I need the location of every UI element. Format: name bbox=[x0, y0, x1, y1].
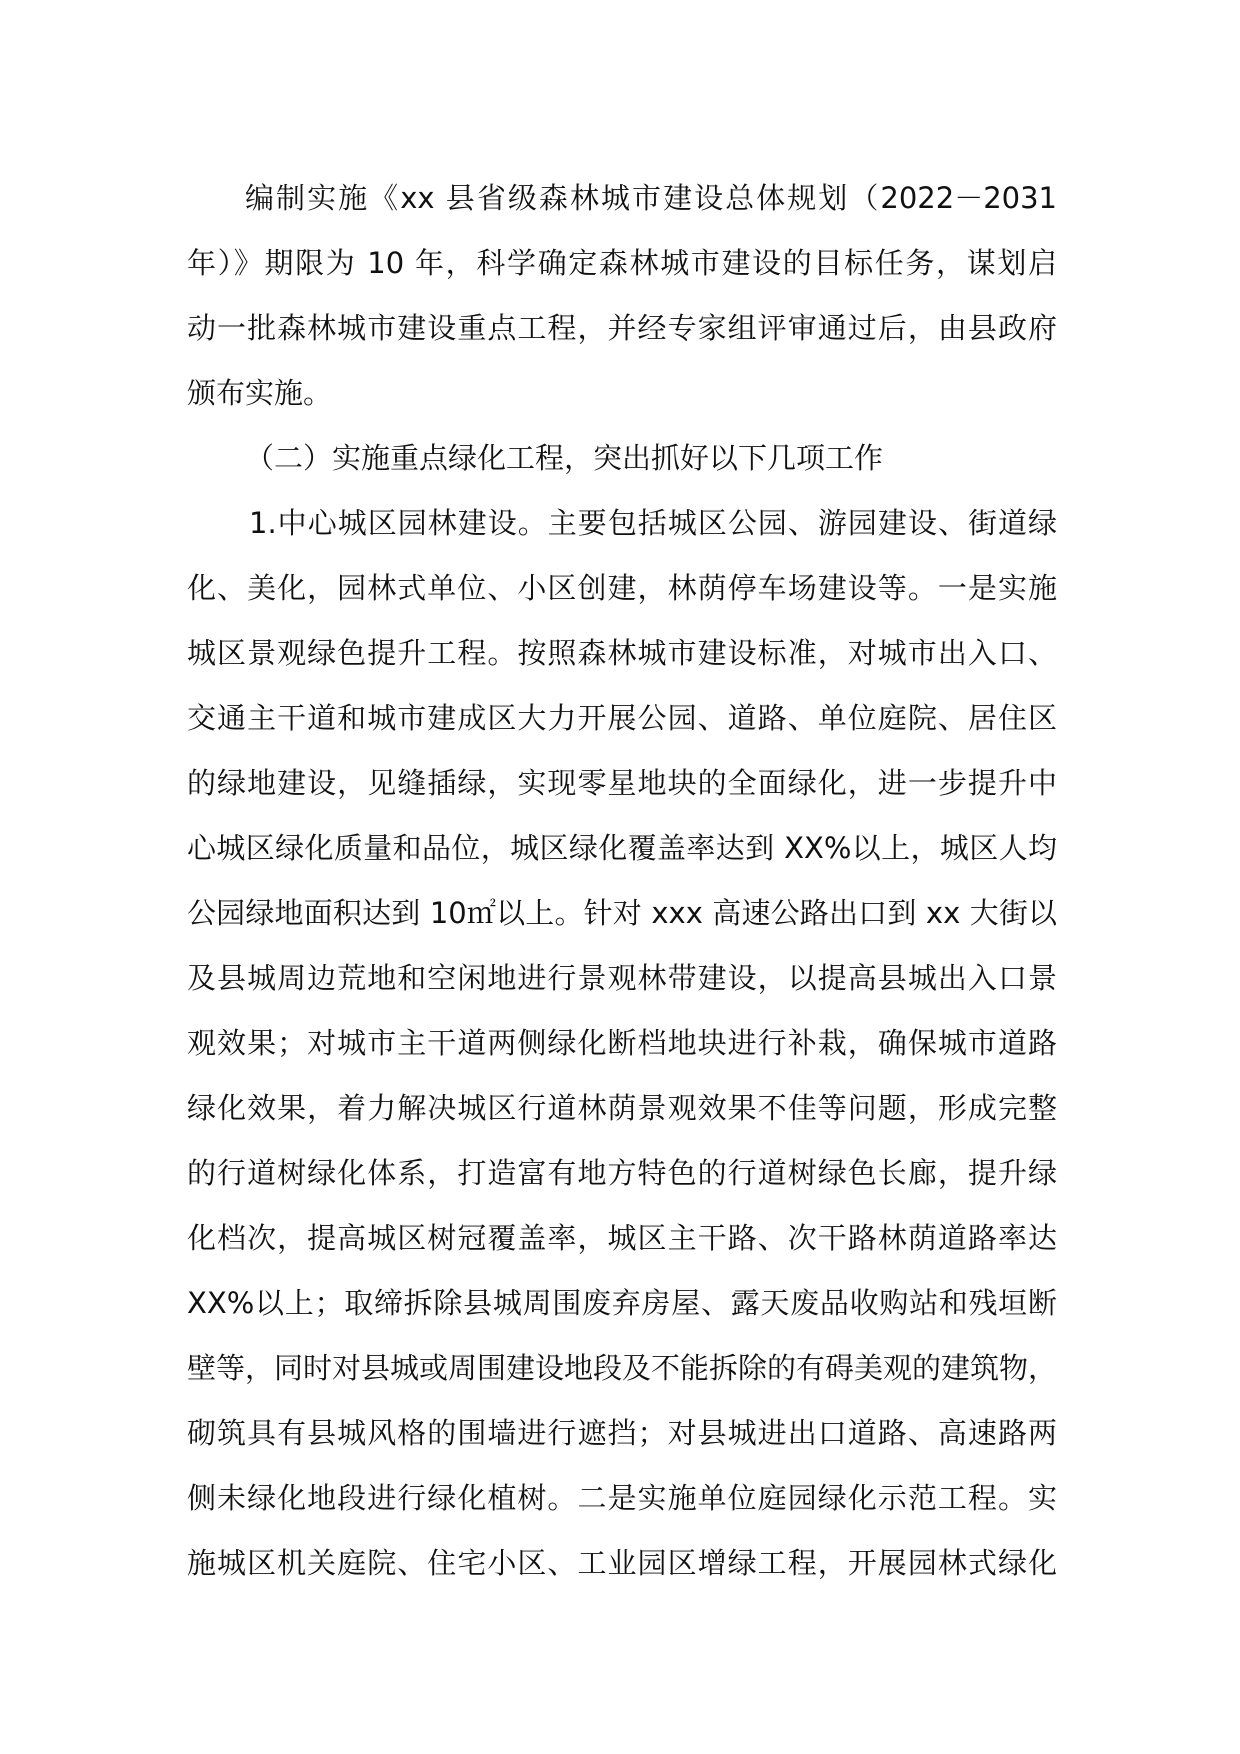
text-line: 年）》期限为 10 年，科学确定森林城市建设的目标任务，谋划启 bbox=[187, 246, 1057, 280]
text-line: 绿化效果，着力解决城区行道林荫景观效果不佳等问题，形成完整 bbox=[187, 1091, 1057, 1125]
text-line: 颁布实施。 bbox=[187, 376, 333, 410]
text-line: 侧未绿化地段进行绿化植树。二是实施单位庭园绿化示范工程。实 bbox=[187, 1481, 1057, 1515]
body-text bbox=[187, 166, 1057, 1596]
text-line: 公园绿地面积达到 10㎡以上。针对 xxx 高速公路出口到 xx 大街以 bbox=[187, 896, 1057, 930]
text-line: 化、美化，园林式单位、小区创建，林荫停车场建设等。一是实施 bbox=[187, 571, 1057, 605]
text-line: 动一批森林城市建设重点工程，并经专家组评审通过后，由县政府 bbox=[187, 311, 1057, 345]
text-line: 壁等，同时对县城或周围建设地段及不能拆除的有碍美观的建筑物， bbox=[187, 1351, 1058, 1385]
text-line: XX%以上；取缔拆除县城周围废弃房屋、露天废品收购站和残垣断 bbox=[187, 1286, 1057, 1320]
paragraph-planning bbox=[187, 166, 1057, 426]
section-heading bbox=[187, 426, 1057, 491]
text-line: 及县城周边荒地和空闲地进行景观林带建设，以提高县城出入口景 bbox=[187, 961, 1057, 995]
text-line: 城区景观绿色提升工程。按照森林城市建设标准，对城市出入口、 bbox=[187, 636, 1057, 670]
text-line: 观效果；对城市主干道两侧绿化断档地块进行补栽，确保城市道路 bbox=[187, 1026, 1057, 1060]
text-line: 化档次，提高城区树冠覆盖率，城区主干路、次干路林荫道路率达 bbox=[187, 1221, 1057, 1255]
text-line: 砌筑具有县城风格的围墙进行遮挡；对县城进出口道路、高速路两 bbox=[187, 1416, 1057, 1450]
text-line: 的绿地建设，见缝插绿，实现零星地块的全面绿化，进一步提升中 bbox=[187, 766, 1057, 800]
text-line: 编制实施《xx 县省级森林城市建设总体规划（2022－2031 bbox=[245, 181, 1057, 215]
heading-line: （二）实施重点绿化工程，突出抓好以下几项工作 bbox=[245, 441, 884, 475]
text-line: 交通主干道和城市建成区大力开展公园、道路、单位庭院、居住区 bbox=[187, 701, 1057, 735]
text-line: 心城区绿化质量和品位，城区绿化覆盖率达到 XX%以上，城区人均 bbox=[187, 831, 1057, 865]
paragraph-urban-greening bbox=[187, 491, 1057, 1596]
text-line: 的行道树绿化体系，打造富有地方特色的行道树绿色长廊，提升绿 bbox=[187, 1156, 1057, 1190]
text-line: 1.中心城区园林建设。主要包括城区公园、游园建设、街道绿 bbox=[249, 506, 1057, 540]
text-line: 施城区机关庭院、住宅小区、工业园区增绿工程，开展园林式绿化 bbox=[187, 1546, 1057, 1580]
